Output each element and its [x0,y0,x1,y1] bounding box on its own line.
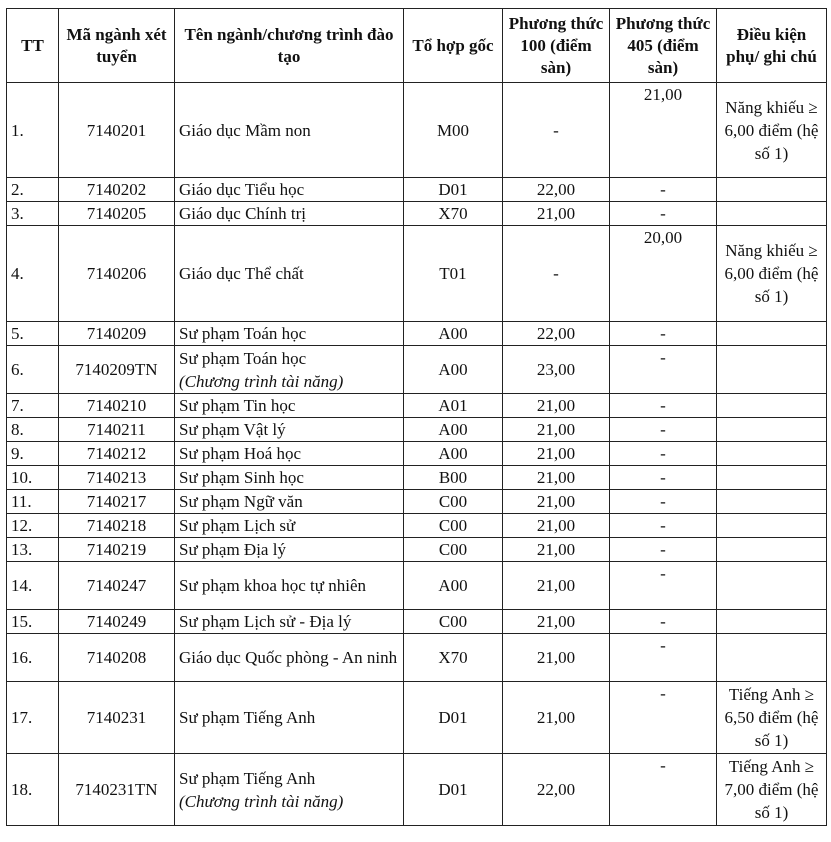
program-name-text: Giáo dục Quốc phòng - An ninh [179,648,398,667]
extra-condition: Tiếng Anh ≥ 7,00 điểm (hệ số 1) [717,754,827,826]
subject-combination: B00 [404,466,503,490]
table-row [7,634,827,682]
extra-condition [717,322,827,346]
method-100-score: 21,00 [503,394,610,418]
header-code: Mã ngành xét tuyển [59,9,175,83]
row-number: 2. [7,178,59,202]
row-number: 11. [7,490,59,514]
row-number: 9. [7,442,59,466]
program-name [175,466,404,490]
method-100-score: 22,00 [503,754,610,826]
major-code: 7140208 [59,634,175,682]
program-name-text: Sư phạm Tin học [179,396,296,415]
major-code: 7140210 [59,394,175,418]
subject-combination: A00 [404,442,503,466]
table-row [7,538,827,562]
program-subtitle: (Chương trình tài năng) [179,371,344,391]
subject-combination: A00 [404,346,503,394]
subject-combination: A00 [404,562,503,610]
major-code: 7140249 [59,610,175,634]
header-name: Tên ngành/chương trình đào tạo [175,9,404,83]
method-100-score: 22,00 [503,322,610,346]
method-405-score: - [610,754,717,826]
subject-combination: C00 [404,538,503,562]
major-code: 7140217 [59,490,175,514]
header-row [7,9,827,83]
method-100-score: 21,00 [503,682,610,754]
method-405-score: - [610,202,717,226]
method-100-score: 21,00 [503,610,610,634]
header-note: Điều kiện phụ/ ghi chú [717,9,827,83]
row-number: 16. [7,634,59,682]
extra-condition: Tiếng Anh ≥ 6,50 điểm (hệ số 1) [717,682,827,754]
major-code: 7140219 [59,538,175,562]
major-code: 7140231TN [59,754,175,826]
method-405-score: - [610,442,717,466]
table-row [7,394,827,418]
extra-condition [717,514,827,538]
major-code: 7140212 [59,442,175,466]
method-405-score: - [610,346,717,394]
program-name [175,538,404,562]
subject-combination: D01 [404,754,503,826]
major-code: 7140209 [59,322,175,346]
major-code: 7140202 [59,178,175,202]
program-name [175,610,404,634]
program-name [175,490,404,514]
method-405-score: - [610,418,717,442]
subject-combination: M00 [404,83,503,178]
method-405-score: 20,00 [610,226,717,322]
table-row [7,418,827,442]
subject-combination: A00 [404,418,503,442]
major-code: 7140218 [59,514,175,538]
extra-condition: Năng khiếu ≥ 6,00 điểm (hệ số 1) [717,226,827,322]
program-name-text: Sư phạm khoa học tự nhiên [179,576,366,595]
method-405-score: 21,00 [610,83,717,178]
program-name-text: Sư phạm Toán học [179,348,307,368]
program-name-text: Giáo dục Mầm non [179,120,311,140]
extra-condition [717,466,827,490]
program-name-text: Giáo dục Thể chất [179,264,304,283]
table-row [7,466,827,490]
method-100-score: 23,00 [503,346,610,394]
table-row [7,490,827,514]
table-row [7,754,827,826]
program-name-text: Sư phạm Tiếng Anh [179,768,316,788]
method-100-score: 21,00 [503,634,610,682]
program-name [175,634,404,682]
method-100-score: 22,00 [503,178,610,202]
program-name [175,322,404,346]
extra-condition [717,178,827,202]
program-name [175,442,404,466]
header-tt: TT [7,9,59,83]
header-method-100: Phương thức 100 (điểm sàn) [503,9,610,83]
row-number: 4. [7,226,59,322]
program-name-text: Giáo dục Chính trị [179,204,307,223]
program-name [175,562,404,610]
row-number: 15. [7,610,59,634]
subject-combination: A00 [404,322,503,346]
major-code: 7140211 [59,418,175,442]
program-name [175,178,404,202]
extra-condition [717,490,827,514]
table-row [7,202,827,226]
program-name [175,83,404,178]
method-100-score: - [503,83,610,178]
header-method-405: Phương thức 405 (điểm sàn) [610,9,717,83]
method-100-score: 21,00 [503,466,610,490]
row-number: 14. [7,562,59,610]
method-405-score: - [610,538,717,562]
header-combo: Tổ hợp gốc [404,9,503,83]
subject-combination: X70 [404,202,503,226]
subject-combination: C00 [404,490,503,514]
table-row [7,610,827,634]
row-number: 7. [7,394,59,418]
subject-combination: D01 [404,178,503,202]
row-number: 17. [7,682,59,754]
program-name [175,202,404,226]
method-405-score: - [610,634,717,682]
row-number: 5. [7,322,59,346]
row-number: 10. [7,466,59,490]
program-name-text: Giáo dục Tiểu học [179,180,305,199]
method-100-score: 21,00 [503,538,610,562]
table-row [7,562,827,610]
method-405-score: - [610,490,717,514]
method-100-score: - [503,226,610,322]
table-row [7,178,827,202]
method-405-score: - [610,514,717,538]
extra-condition [717,610,827,634]
row-number: 3. [7,202,59,226]
extra-condition [717,538,827,562]
table-row [7,514,827,538]
extra-condition: Năng khiếu ≥ 6,00 điểm (hệ số 1) [717,83,827,178]
program-name-text: Sư phạm Ngữ văn [179,492,303,511]
major-code: 7140205 [59,202,175,226]
method-100-score: 21,00 [503,418,610,442]
method-100-score: 21,00 [503,514,610,538]
major-code: 7140247 [59,562,175,610]
major-code: 7140206 [59,226,175,322]
program-name-text: Sư phạm Lịch sử - Địa lý [179,612,352,631]
row-number: 8. [7,418,59,442]
major-code: 7140201 [59,83,175,178]
method-100-score: 21,00 [503,202,610,226]
extra-condition [717,394,827,418]
subject-combination: A01 [404,394,503,418]
extra-condition [717,346,827,394]
method-405-score: - [610,466,717,490]
row-number: 18. [7,754,59,826]
program-name [175,226,404,322]
program-name-text: Sư phạm Tiếng Anh [179,708,316,727]
row-number: 1. [7,83,59,178]
program-name-text: Sư phạm Vật lý [179,420,286,439]
method-405-score: - [610,562,717,610]
row-number: 13. [7,538,59,562]
major-code: 7140231 [59,682,175,754]
major-code: 7140209TN [59,346,175,394]
program-name-text: Sư phạm Địa lý [179,540,286,559]
extra-condition [717,562,827,610]
method-405-score: - [610,682,717,754]
table-row [7,346,827,394]
extra-condition [717,442,827,466]
table-row [7,83,827,178]
program-name-text: Sư phạm Lịch sử [179,516,296,535]
program-name [175,394,404,418]
method-100-score: 21,00 [503,562,610,610]
program-name [175,418,404,442]
program-name [175,682,404,754]
method-405-score: - [610,394,717,418]
subject-combination: D01 [404,682,503,754]
admission-table [6,8,827,826]
subject-combination: C00 [404,514,503,538]
table-row [7,682,827,754]
program-name-text: Sư phạm Hoá học [179,444,302,463]
row-number: 6. [7,346,59,394]
row-number: 12. [7,514,59,538]
method-405-score: - [610,178,717,202]
method-405-score: - [610,610,717,634]
program-name-text: Sư phạm Sinh học [179,468,304,487]
program-name [175,754,404,826]
subject-combination: C00 [404,610,503,634]
extra-condition [717,202,827,226]
table-row [7,442,827,466]
major-code: 7140213 [59,466,175,490]
table-body [7,83,827,826]
extra-condition [717,418,827,442]
program-subtitle: (Chương trình tài năng) [179,791,344,811]
method-100-score: 21,00 [503,490,610,514]
program-name [175,514,404,538]
method-100-score: 21,00 [503,442,610,466]
table-row [7,226,827,322]
extra-condition [717,634,827,682]
program-name [175,346,404,394]
table-row [7,322,827,346]
method-405-score: - [610,322,717,346]
program-name-text: Sư phạm Toán học [179,324,307,343]
subject-combination: T01 [404,226,503,322]
subject-combination: X70 [404,634,503,682]
